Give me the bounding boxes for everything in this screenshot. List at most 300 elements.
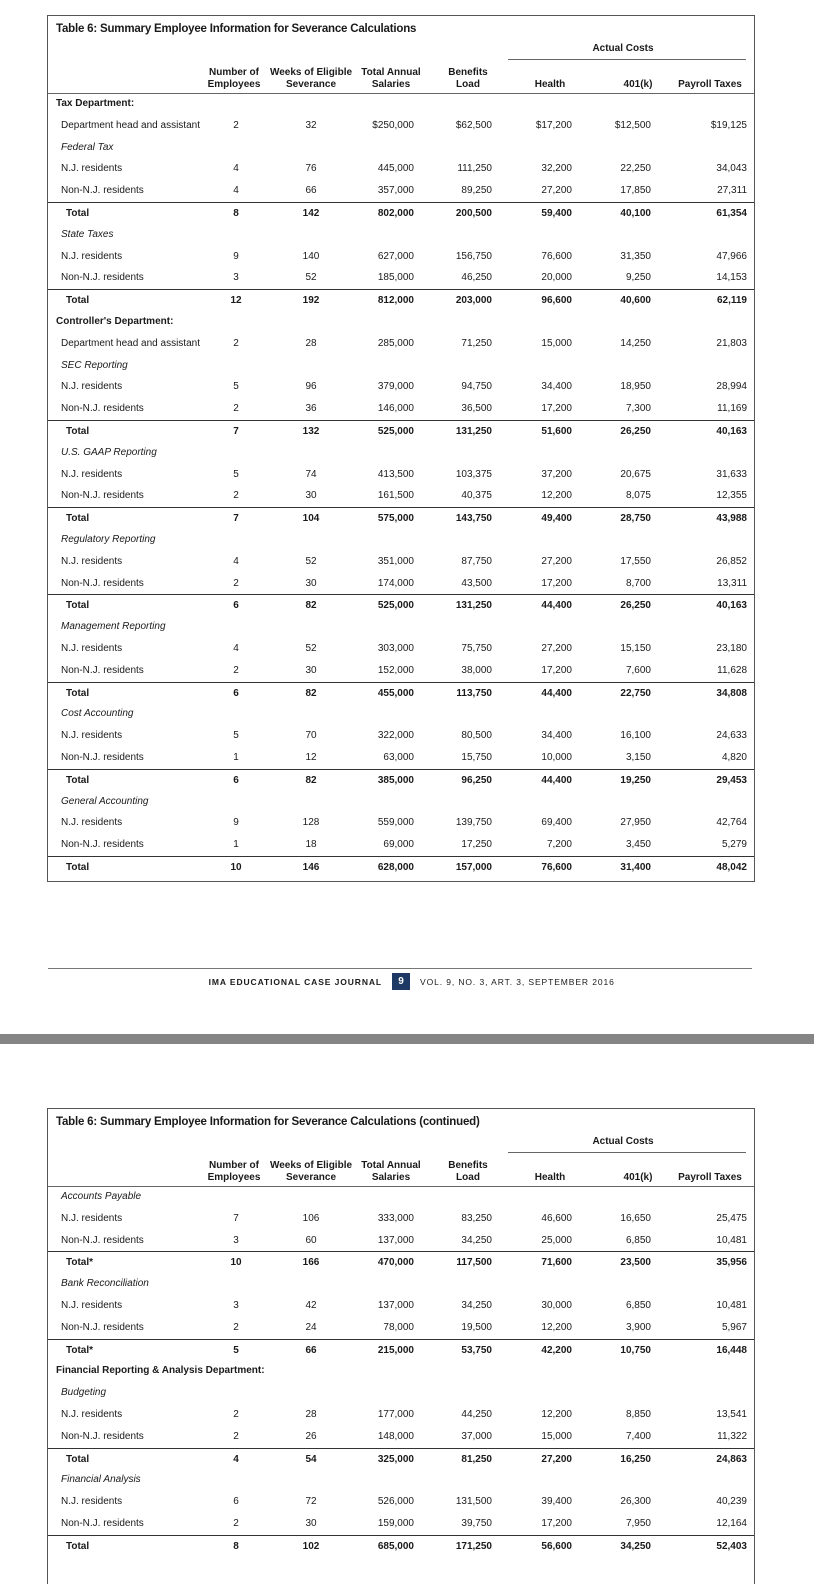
cell-benefits: 131,250 (455, 426, 492, 437)
cell-benefits: 87,750 (461, 555, 492, 567)
cell-weeks: 106 (302, 1212, 320, 1224)
row-label: N.J. residents (61, 730, 123, 742)
cell-payroll: 11,169 (717, 403, 747, 415)
cell-benefits: 34,250 (461, 1300, 492, 1311)
cell-benefits: 94,750 (461, 381, 492, 393)
total-row (48, 856, 754, 878)
cell-health: 76,600 (541, 250, 572, 262)
table-row (48, 1426, 754, 1448)
cell-weeks: 128 (302, 817, 320, 829)
cell-k401: 3,900 (625, 1321, 651, 1333)
cell-k401: 19,250 (620, 774, 651, 786)
cell-weeks: 142 (302, 208, 320, 219)
row-label: Non-N.J. residents (61, 403, 144, 415)
cell-benefits: 96,250 (461, 774, 492, 786)
table-row (48, 158, 754, 180)
cell-salaries: 152,000 (377, 664, 414, 676)
cell-benefits: 40,375 (461, 490, 492, 502)
row-label: Total (66, 600, 90, 612)
cell-weeks: 28 (305, 337, 317, 349)
col-weeks-header: Weeks of Eligible Severance (269, 67, 353, 90)
cell-employees: 6 (233, 600, 239, 612)
col-weeks-header: Weeks of Eligible Severance (269, 1160, 353, 1183)
row-label: SEC Reporting (61, 359, 128, 371)
cell-k401: 31,350 (620, 250, 651, 262)
table-summary-employee-info-continued (47, 1108, 755, 1584)
total-row (48, 202, 754, 224)
cell-weeks: 140 (302, 250, 320, 262)
cell-health: 27,200 (541, 185, 572, 197)
cell-employees: 9 (233, 250, 239, 262)
cell-employees: 6 (233, 774, 239, 786)
cell-health: 10,000 (541, 752, 572, 763)
cell-salaries: 351,000 (377, 555, 414, 567)
row-label: Total (66, 208, 90, 219)
cell-weeks: 30 (305, 664, 317, 676)
cell-weeks: 166 (302, 1257, 320, 1269)
cell-payroll: 23,180 (716, 643, 747, 654)
cell-payroll: 24,863 (716, 1453, 747, 1465)
cell-health: 34,400 (541, 730, 572, 742)
cell-weeks: 104 (302, 513, 320, 525)
cell-salaries: 628,000 (377, 862, 414, 873)
cell-payroll: 10,481 (716, 1234, 747, 1246)
cell-employees: 2 (233, 403, 239, 415)
cell-weeks: 36 (305, 403, 317, 415)
cell-benefits: 37,000 (461, 1430, 492, 1442)
cell-k401: 28,750 (620, 513, 651, 525)
cell-salaries: 146,000 (377, 403, 414, 415)
actual-costs-rule (508, 59, 746, 60)
cell-payroll: 11,322 (717, 1430, 747, 1442)
cell-health: 59,400 (541, 208, 572, 219)
cell-benefits: 203,000 (455, 295, 492, 307)
row-label: Non-N.J. residents (61, 185, 144, 197)
page-number-badge: 9 (392, 973, 410, 990)
cell-salaries: 303,000 (377, 643, 414, 654)
cell-payroll: 34,808 (716, 687, 747, 699)
cell-benefits: 139,750 (455, 817, 492, 829)
cell-weeks: 52 (305, 272, 317, 284)
table-row (48, 1230, 754, 1252)
cell-benefits: 75,750 (461, 643, 492, 654)
row-label: Non-N.J. residents (61, 272, 144, 284)
cell-k401: 7,950 (625, 1518, 651, 1529)
cell-benefits: 81,250 (461, 1453, 492, 1465)
cell-weeks: 70 (305, 730, 317, 742)
cell-payroll: 28,994 (716, 381, 747, 393)
cell-k401: 7,400 (625, 1430, 651, 1442)
cell-k401: 3,450 (625, 839, 651, 851)
cell-k401: 8,850 (625, 1409, 651, 1420)
col-401k-header: 401(k) (623, 79, 653, 90)
cell-salaries: 470,000 (377, 1257, 414, 1269)
table-row (48, 376, 754, 398)
cell-salaries: 174,000 (377, 577, 414, 589)
cell-health: 17,200 (541, 577, 572, 589)
cell-payroll: 25,475 (716, 1212, 747, 1224)
cell-payroll: 35,956 (716, 1257, 747, 1269)
row-label: Non-N.J. residents (61, 1234, 144, 1246)
cell-k401: 15,150 (620, 643, 651, 654)
row-label: Non-N.J. residents (61, 1430, 144, 1442)
table-row (48, 246, 754, 268)
cell-salaries: $250,000 (372, 119, 414, 131)
row-label: Total* (66, 1344, 94, 1356)
cell-benefits: $62,500 (455, 119, 492, 131)
cell-salaries: 161,500 (377, 490, 414, 502)
cell-health: 71,600 (541, 1257, 572, 1269)
cell-benefits: 117,500 (456, 1257, 492, 1269)
cell-payroll: 27,311 (717, 185, 747, 197)
col-health-header: Health (534, 79, 566, 90)
row-label: Total (66, 426, 90, 437)
cell-health: 69,400 (541, 817, 572, 829)
row-label: Total (66, 513, 90, 525)
row-label: Federal Tax (61, 141, 114, 153)
volume-info: VOL. 9, NO. 3, ART. 3, SEPTEMBER 2016 (420, 977, 615, 987)
row-label: Non-N.J. residents (61, 664, 144, 676)
table-row (48, 638, 754, 660)
table-row (48, 573, 754, 595)
table-row (48, 1317, 754, 1339)
table-row (48, 660, 754, 682)
table-row (48, 1491, 754, 1513)
col-payroll-header: Payroll Taxes (678, 1172, 742, 1183)
cell-salaries: 445,000 (377, 163, 414, 175)
cell-health: 12,200 (541, 490, 572, 502)
cell-payroll: 12,164 (716, 1518, 747, 1529)
cell-employees: 2 (233, 490, 239, 502)
cell-salaries: 575,000 (377, 513, 414, 525)
cell-benefits: 89,250 (461, 185, 492, 197)
cell-employees: 5 (233, 730, 239, 742)
section-heading (48, 703, 754, 725)
col-benefits-header: Benefits Load (448, 1160, 488, 1183)
cell-payroll: 13,541 (716, 1409, 747, 1420)
cell-salaries: 357,000 (377, 185, 414, 197)
cell-employees: 10 (230, 862, 242, 873)
cell-employees: 8 (233, 208, 239, 219)
cell-weeks: 54 (305, 1453, 317, 1465)
cell-salaries: 78,000 (383, 1321, 414, 1333)
row-label: Non-N.J. residents (61, 839, 144, 851)
row-label: Department head and assistant (61, 337, 200, 349)
section-heading (48, 224, 754, 246)
row-label: Total (66, 862, 90, 873)
cell-health: 7,200 (546, 839, 572, 851)
cell-k401: 22,750 (620, 687, 651, 699)
cell-payroll: 13,311 (717, 577, 747, 589)
cell-health: 30,000 (541, 1300, 572, 1311)
total-row (48, 289, 754, 311)
cell-benefits: 131,250 (455, 600, 492, 612)
cell-payroll: 12,355 (716, 490, 747, 502)
cell-health: 32,200 (541, 163, 572, 175)
cell-benefits: 71,250 (461, 337, 492, 349)
cell-k401: 14,250 (620, 337, 651, 349)
cell-k401: 34,250 (620, 1540, 651, 1552)
row-label: Budgeting (61, 1387, 107, 1399)
cell-health: 96,600 (541, 295, 572, 307)
cell-weeks: 30 (305, 577, 317, 589)
row-label: Controller's Department: (56, 316, 174, 327)
cell-salaries: 148,000 (377, 1430, 414, 1442)
row-label: N.J. residents (61, 817, 123, 829)
row-label: Total (66, 295, 90, 307)
cell-weeks: 42 (305, 1300, 317, 1311)
cell-k401: 18,950 (620, 381, 651, 393)
cell-payroll: 26,852 (716, 555, 747, 567)
section-heading (48, 1469, 754, 1491)
cell-health: 49,400 (541, 513, 572, 525)
table-row (48, 464, 754, 486)
row-label: Total (66, 1540, 90, 1552)
row-label: N.J. residents (61, 163, 123, 175)
cell-salaries: 379,000 (377, 381, 414, 393)
col-employees-header: Number of Employees (207, 1160, 261, 1183)
cell-salaries: 285,000 (377, 337, 414, 349)
row-label: N.J. residents (61, 643, 123, 654)
row-label: N.J. residents (61, 555, 123, 567)
section-heading (48, 355, 754, 377)
cell-salaries: 325,000 (377, 1453, 414, 1465)
cell-k401: 31,400 (620, 862, 651, 873)
cell-k401: 16,650 (620, 1212, 651, 1224)
table-row (48, 551, 754, 573)
cell-salaries: 526,000 (377, 1496, 414, 1508)
cell-payroll: 29,453 (716, 774, 747, 786)
cell-health: 46,600 (541, 1212, 572, 1224)
cell-employees: 4 (233, 643, 239, 654)
cell-salaries: 525,000 (377, 426, 414, 437)
section-heading (48, 1273, 754, 1295)
cell-health: 51,600 (541, 426, 572, 437)
total-row (48, 1448, 754, 1470)
row-label: Non-N.J. residents (61, 1321, 144, 1333)
actual-costs-rule (508, 1152, 746, 1153)
cell-k401: 8,700 (625, 577, 651, 589)
row-label: Total (66, 774, 90, 786)
cell-employees: 2 (233, 664, 239, 676)
row-label: Tax Department: (56, 98, 135, 109)
footer-rule (48, 968, 752, 969)
col-benefits-header: Benefits Load (448, 67, 488, 90)
cell-k401: 9,250 (625, 272, 651, 284)
cell-k401: 40,600 (620, 295, 651, 307)
total-row (48, 1339, 754, 1361)
row-label: Non-N.J. residents (61, 577, 144, 589)
cell-weeks: 102 (302, 1540, 320, 1552)
row-label: General Accounting (61, 795, 149, 807)
cell-health: 56,600 (541, 1540, 572, 1552)
cell-k401: 8,075 (625, 490, 651, 502)
cell-k401: 6,850 (625, 1234, 651, 1246)
cell-payroll: 21,803 (716, 337, 747, 349)
cell-k401: 7,300 (625, 403, 651, 415)
cell-k401: 26,300 (620, 1496, 651, 1508)
table-row (48, 180, 754, 202)
row-label: Non-N.J. residents (61, 1518, 144, 1529)
cell-weeks: 52 (305, 643, 317, 654)
total-row (48, 682, 754, 704)
cell-payroll: 11,628 (717, 664, 747, 676)
cell-weeks: 192 (302, 295, 320, 307)
cell-employees: 10 (230, 1257, 242, 1269)
section-heading (48, 442, 754, 464)
row-label: Financial Analysis (61, 1474, 141, 1486)
cell-benefits: 171,250 (455, 1540, 492, 1552)
cell-salaries: 159,000 (377, 1518, 414, 1529)
cell-payroll: 10,481 (716, 1300, 747, 1311)
cell-employees: 3 (233, 272, 239, 284)
cell-benefits: 80,500 (461, 730, 492, 742)
cell-k401: $12,500 (614, 119, 651, 131)
cell-k401: 20,675 (620, 468, 651, 480)
cell-weeks: 66 (305, 185, 317, 197)
cell-employees: 7 (233, 513, 239, 525)
table-row (48, 1295, 754, 1317)
cell-payroll: 14,153 (716, 272, 747, 284)
cell-weeks: 74 (305, 468, 317, 480)
cell-salaries: 185,000 (377, 272, 414, 284)
cell-weeks: 82 (305, 774, 317, 786)
cell-salaries: 322,000 (377, 730, 414, 742)
cell-health: 15,000 (541, 1430, 572, 1442)
cell-payroll: $19,125 (710, 119, 747, 131)
cell-weeks: 30 (305, 490, 317, 502)
row-label: N.J. residents (61, 1496, 123, 1508)
cell-salaries: 177,000 (377, 1409, 414, 1420)
cell-employees: 2 (233, 1430, 239, 1442)
cell-benefits: 39,750 (461, 1518, 492, 1529)
cell-payroll: 43,988 (716, 513, 747, 525)
cell-k401: 23,500 (620, 1257, 651, 1269)
cell-weeks: 30 (305, 1518, 317, 1529)
cell-benefits: 34,250 (461, 1234, 492, 1246)
table-row (48, 115, 754, 137)
col-401k-header: 401(k) (623, 1172, 653, 1183)
cell-employees: 12 (230, 295, 242, 307)
cell-benefits: 15,750 (461, 752, 492, 763)
cell-benefits: 143,750 (455, 513, 492, 525)
cell-k401: 27,950 (620, 817, 651, 829)
cell-salaries: 137,000 (377, 1234, 414, 1246)
page-separator (0, 1034, 814, 1044)
cell-employees: 4 (233, 1453, 239, 1465)
cell-employees: 7 (233, 426, 239, 437)
cell-payroll: 40,163 (716, 426, 747, 437)
cell-benefits: 43,500 (461, 577, 492, 589)
cell-salaries: 812,000 (377, 295, 414, 307)
row-label: Total (66, 1453, 90, 1465)
table-row (48, 725, 754, 747)
cell-benefits: 113,750 (456, 687, 492, 699)
table-title-continued: Table 6: Summary Employee Information for Severance Calculations (continued) (56, 1116, 480, 1128)
table-row (48, 333, 754, 355)
cell-payroll: 34,043 (716, 163, 747, 175)
cell-k401: 16,100 (620, 730, 651, 742)
actual-costs-header: Actual Costs (592, 43, 654, 54)
cell-employees: 5 (233, 468, 239, 480)
cell-benefits: 131,500 (455, 1496, 492, 1508)
cell-salaries: 559,000 (377, 817, 414, 829)
row-label: N.J. residents (61, 1300, 123, 1311)
cell-weeks: 82 (305, 600, 317, 612)
cell-benefits: 111,250 (457, 163, 492, 175)
cell-weeks: 12 (305, 752, 317, 763)
col-payroll-header: Payroll Taxes (678, 79, 742, 90)
cell-employees: 3 (233, 1234, 239, 1246)
cell-weeks: 32 (305, 119, 317, 131)
cell-payroll: 31,633 (716, 468, 747, 480)
row-label: U.S. GAAP Reporting (61, 446, 157, 458)
cell-k401: 40,100 (620, 208, 651, 219)
table-row (48, 398, 754, 420)
cell-health: 20,000 (541, 272, 572, 284)
table-row (48, 1208, 754, 1230)
cell-payroll: 42,764 (716, 817, 747, 829)
cell-health: 12,200 (541, 1409, 572, 1420)
cell-k401: 17,550 (620, 555, 651, 567)
total-row (48, 420, 754, 442)
cell-salaries: 69,000 (383, 839, 414, 851)
cell-health: 25,000 (541, 1234, 572, 1246)
cell-employees: 2 (233, 1409, 239, 1420)
cell-health: 27,200 (541, 555, 572, 567)
cell-employees: 2 (233, 577, 239, 589)
cell-salaries: 685,000 (377, 1540, 414, 1552)
cell-k401: 22,250 (620, 163, 651, 175)
total-row (48, 1535, 754, 1557)
department-heading (48, 1360, 754, 1382)
row-label: Non-N.J. residents (61, 752, 144, 763)
total-row (48, 1251, 754, 1273)
cell-employees: 3 (233, 1300, 239, 1311)
cell-payroll: 5,967 (721, 1321, 747, 1333)
cell-salaries: 215,000 (377, 1344, 414, 1356)
cell-employees: 2 (233, 1518, 239, 1529)
cell-health: 44,400 (541, 774, 572, 786)
cell-benefits: 44,250 (461, 1409, 492, 1420)
department-heading (48, 311, 754, 333)
cell-payroll: 40,239 (716, 1496, 747, 1508)
cell-health: 34,400 (541, 381, 572, 393)
cell-benefits: 83,250 (461, 1212, 492, 1224)
col-salaries-header: Total Annual Salaries (361, 67, 421, 90)
row-label: Department head and assistant (61, 119, 200, 131)
cell-weeks: 76 (305, 163, 317, 175)
row-label: Bank Reconciliation (61, 1278, 149, 1290)
cell-benefits: 19,500 (461, 1321, 492, 1333)
cell-employees: 7 (233, 1212, 239, 1224)
row-label: N.J. residents (61, 250, 123, 262)
cell-salaries: 525,000 (377, 600, 414, 612)
cell-health: 44,400 (541, 600, 572, 612)
cell-health: 42,200 (541, 1344, 572, 1356)
cell-weeks: 18 (305, 839, 317, 851)
total-row (48, 594, 754, 616)
cell-benefits: 17,250 (461, 839, 492, 851)
cell-payroll: 24,633 (716, 730, 747, 742)
row-label: N.J. residents (61, 381, 123, 393)
table-row (48, 834, 754, 856)
cell-k401: 10,750 (620, 1344, 651, 1356)
table-row (48, 485, 754, 507)
row-label: Regulatory Reporting (61, 534, 156, 545)
cell-payroll: 61,354 (716, 208, 747, 219)
cell-health: 17,200 (541, 664, 572, 676)
